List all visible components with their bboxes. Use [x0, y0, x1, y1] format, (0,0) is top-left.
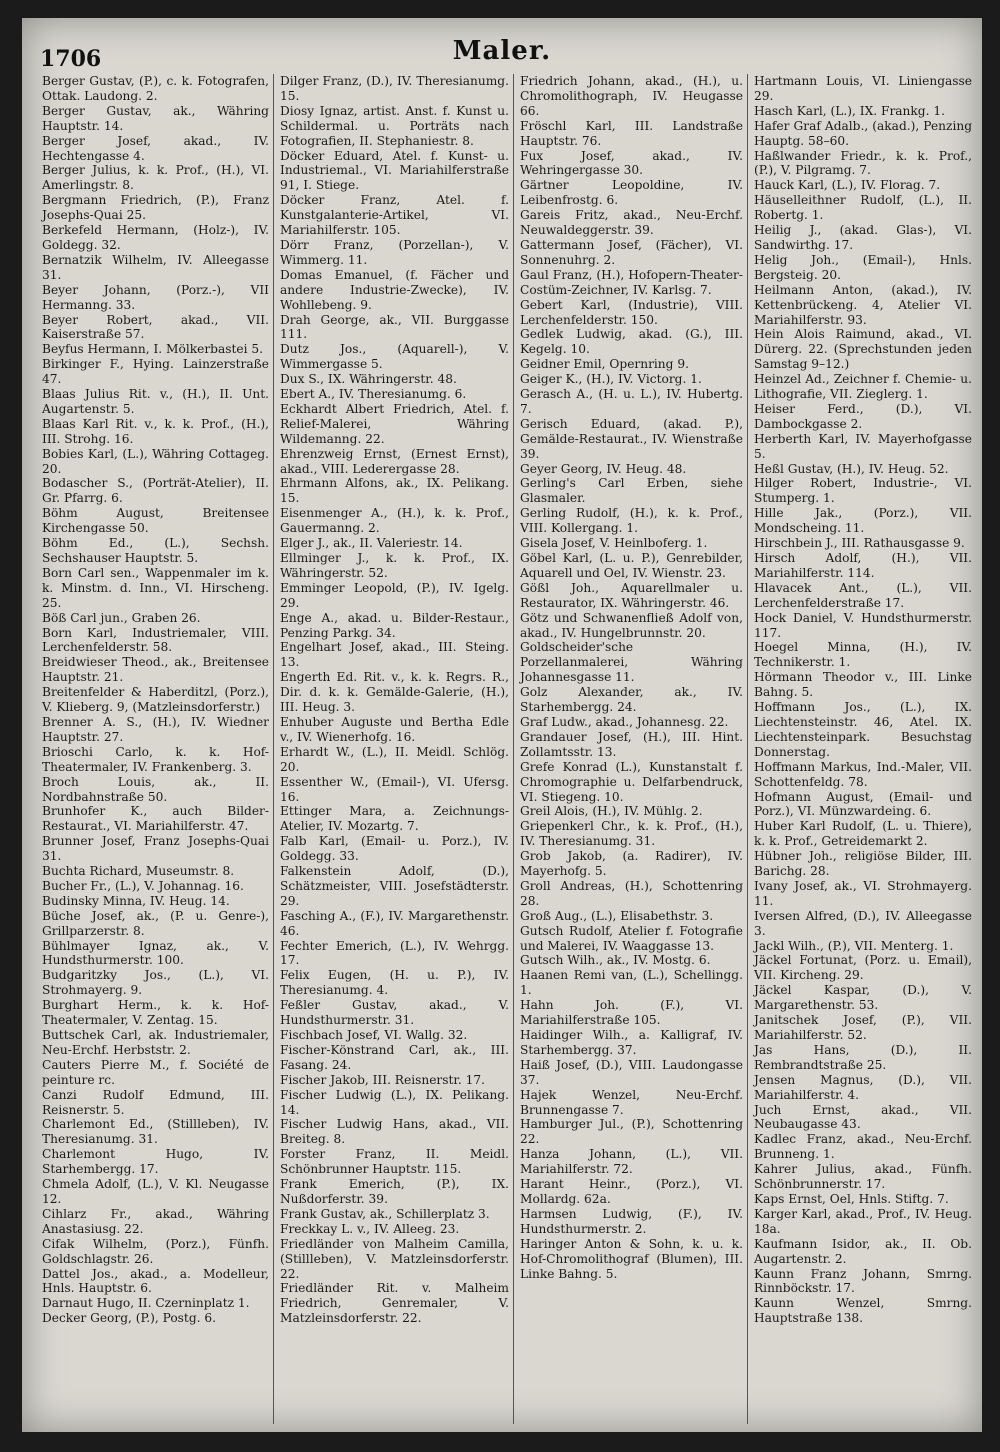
directory-entry: Bucher Fr., (L.), V. Johannag. 16.	[42, 878, 244, 893]
directory-entry: Gattermann Josef, (Fächer), VI. Sonnenuhrg. 2.	[520, 237, 743, 267]
directory-entry: Hoegel Minna, (H.), IV. Technikerstr. 1.	[754, 640, 972, 670]
directory-entry: Charlemont Ed., (Stillleben), IV. Theresianumg. 31.	[42, 1117, 269, 1147]
directory-entry: Grandauer Josef, (H.), III. Hint. Zollamtsstr. 13.	[520, 729, 743, 759]
directory-entry: Essenther W., (Email-), VI. Ufersg. 16.	[280, 774, 509, 804]
directory-entry: Ehrenzweig Ernst, (Ernest Ernst), akad., VIII. Lederergasse 28.	[280, 446, 509, 476]
directory-entry: Kaunn Wenzel, Smrng. Hauptstraße 138.	[754, 1296, 972, 1326]
directory-page	[22, 18, 982, 1432]
directory-entry: Heilig J., (akad. Glas-), VI. Sandwirthg. 17.	[754, 223, 972, 252]
directory-entry: Friedländer von Malheim Camilla, (Stillleben), V. Matzleinsdorferstr. 22.	[280, 1236, 509, 1281]
directory-entry: Hauck Karl, (L.), IV. Florag. 7.	[754, 178, 941, 193]
directory-entry: Bobies Karl, (L.), Währing Cottageg. 20.	[42, 446, 269, 476]
directory-entry: Goldscheider'sche Porzellanmalerei, Währing Johannesgasse 11.	[520, 640, 743, 685]
directory-entry: Dilger Franz, (D.), IV. Theresianumg. 15.	[280, 74, 509, 103]
directory-entry: Gedlek Ludwig, akad. (G.), III. Kegelg. 10.	[520, 327, 743, 357]
directory-entry: Engerth Ed. Rit. v., k. k. Regrs. R., Dir. d. k. k. Gemälde-Galerie, (H.), III. Heug. 3.	[280, 670, 509, 715]
directory-entry: Kahrer Julius, akad., Fünfh. Schönbrunnerstr. 17.	[754, 1162, 972, 1192]
directory-entry: Döcker Franz, Atel. f. Kunstgalanterie-Artikel, VI. Mariahilferstr. 105.	[280, 193, 509, 238]
directory-entry: Canzi Rudolf Edmund, III. Reisnerstr. 5.	[42, 1087, 269, 1117]
directory-entry: Heinzel Ad., Zeichner f. Chemie- u. Lithografie, VII. Zieglerg. 1.	[754, 372, 972, 402]
directory-entry: Enhuber Auguste und Bertha Edle v., IV. Wienerhofg. 16.	[280, 714, 509, 744]
directory-entry: Ebert A., IV. Theresianumg. 6.	[280, 387, 467, 402]
directory-entry: Hahn Joh. (F.), VI. Mariahilferstraße 105.	[520, 998, 743, 1028]
directory-entry: Gareis Fritz, akad., Neu-Erchf. Neuwaldeggerstr. 39.	[520, 208, 743, 238]
directory-entry: Gerisch Eduard, (akad. P.), Gemälde-Restaurat., IV. Wienstraße 39.	[520, 416, 743, 461]
directory-entry: Haidinger Wilh., a. Kalligraf, IV. Starhembergg. 37.	[520, 1028, 743, 1057]
directory-entry: Gutsch Rudolf, Atelier f. Fotografie und Malerei, IV. Waaggasse 13.	[520, 923, 743, 953]
directory-entry: Beyfus Hermann, I. Mölkerbastei 5.	[42, 342, 264, 357]
directory-entry: Hlavacek Ant., (L.), VII. Lerchenfelderstraße 17.	[754, 580, 972, 610]
directory-entry: Hein Alois Raimund, akad., VI. Dürerg. 22. (Sprechstunden jeden Samstag 9–12.)	[754, 327, 972, 372]
directory-entry: Buttschek Carl, ak. Industriemaler, Neu-Erchf. Herbststr. 2.	[42, 1028, 269, 1057]
directory-entry: Graf Ludw., akad., Johannesg. 22.	[520, 714, 729, 729]
directory-entry: Grob Jakob, (a. Radirer), IV. Mayerhofg. 5.	[520, 849, 743, 879]
directory-columns	[36, 74, 976, 1424]
directory-entry: Hilger Robert, Industrie-, VI. Stumperg. 1.	[754, 476, 972, 506]
directory-entry: Hoffmann Markus, Ind.-Maler, VII. Schottenfeldg. 78.	[754, 759, 972, 789]
directory-entry: Gutsch Wilh., ak., IV. Mostg. 6.	[520, 953, 711, 968]
directory-entry: Dutz Jos., (Aquarell-), V. Wimmergasse 5.	[280, 342, 509, 372]
directory-entry: Hofmann August, (Email- und Porz.), VI. Münzwardeing. 6.	[754, 789, 972, 819]
directory-entry: Heiser Ferd., (D.), VI. Dambockgasse 2.	[754, 401, 972, 431]
page-header	[22, 18, 982, 70]
directory-entry: Griepenkerl Chr., k. k. Prof., (H.), IV. Theresianumg. 31.	[520, 819, 743, 849]
directory-entry: Böß Carl jun., Graben 26.	[42, 610, 201, 625]
directory-entry: Emminger Leopold, (P.), IV. Igelg. 29.	[280, 580, 509, 610]
directory-entry: Hafer Graf Adalb., (akad.), Penzing Hauptg. 58–60.	[754, 118, 972, 148]
directory-entry: Jackl Wilh., (P.), VII. Menterg. 1.	[754, 938, 954, 953]
directory-entry: Cihlarz Fr., akad., Währing Anastasiusg. 22.	[42, 1206, 269, 1236]
directory-entry: Bernatzik Wilhelm, IV. Alleegasse 31.	[42, 252, 269, 282]
directory-entry: Eisenmenger A., (H.), k. k. Prof., Gauermanng. 2.	[280, 506, 509, 536]
directory-entry: Haanen Remi van, (L.), Schellingg. 1.	[520, 968, 743, 998]
directory-entry: Brunner Josef, Franz Josephs-Quai 31.	[42, 834, 269, 864]
directory-entry: Jas Hans, (D.), II. Rembrandtstraße 25.	[754, 1042, 972, 1072]
directory-entry: Haiß Josef, (D.), VIII. Laudongasse 37.	[520, 1057, 743, 1087]
directory-entry: Diosy Ignaz, artist. Anst. f. Kunst u. Schildermal. u. Porträts nach Fotografien, II. Stephaniestr. 8.	[280, 103, 509, 148]
directory-entry: Huber Karl Rudolf, (L. u. Thiere), k. k. Prof., Getreidemarkt 2.	[754, 819, 972, 849]
directory-entry: Burghart Herm., k. k. Hof-Theatermaler, V. Zentag. 15.	[42, 998, 269, 1028]
directory-entry: Groß Aug., (L.), Elisabethstr. 3.	[520, 908, 714, 923]
directory-entry: Heilmann Anton, (akad.), IV. Kettenbrückeng. 4, Atelier VI. Mariahilferstr. 93.	[754, 282, 972, 327]
directory-entry: Forster Franz, II. Meidl. Schönbrunner Hauptstr. 115.	[280, 1147, 509, 1177]
directory-entry: Berger Josef, akad., IV. Hechtengasse 4.	[42, 133, 269, 163]
directory-entry: Hirschbein J., III. Rathausgasse 9.	[754, 536, 965, 551]
directory-entry: Gebert Karl, (Industrie), VIII. Lerchenfelderstr. 150.	[520, 297, 743, 327]
directory-entry: Bühlmayer Ignaz, ak., V. Hundsthurmerstr. 100.	[42, 938, 269, 968]
directory-entry: Chmela Adolf, (L.), V. Kl. Neugasse 12.	[42, 1177, 269, 1206]
directory-entry: Herberth Karl, IV. Mayerhofgasse 5.	[754, 431, 972, 461]
directory-entry: Falb Karl, (Email- u. Porz.), IV. Goldegg. 33.	[280, 834, 509, 864]
directory-entry: Decker Georg, (P.), Postg. 6.	[42, 1311, 217, 1326]
directory-entry: Cauters Pierre M., f. Société de peinture rc.	[42, 1057, 269, 1087]
directory-entry: Böhm Ed., (L.), Sechsh. Sechshauser Hauptstr. 5.	[42, 536, 269, 565]
directory-entry: Kaunn Franz Johann, Smrng. Rinnböckstr. 17.	[754, 1266, 972, 1296]
directory-entry: Jäckel Fortunat, (Porz. u. Email), VII. Kircheng. 29.	[754, 953, 972, 983]
directory-entry: Helig Joh., (Email-), Hnls. Bergsteig. 20.	[754, 252, 972, 282]
directory-entry: Feßler Gustav, akad., V. Hundsthurmerstr. 31.	[280, 998, 509, 1028]
directory-entry: Hille Jak., (Porz.), VII. Mondscheing. 11.	[754, 506, 972, 536]
directory-entry: Drah George, ak., VII. Burggasse 111.	[280, 312, 509, 342]
directory-entry: Fischer Ludwig Hans, akad., VII. Breiteg. 8.	[280, 1117, 509, 1147]
directory-entry: Fischer Jakob, III. Reisnerstr. 17.	[280, 1072, 486, 1087]
directory-entry: Charlemont Hugo, IV. Starhembergg. 17.	[42, 1147, 269, 1177]
directory-entry: Broch Louis, ak., II. Nordbahnstraße 50.	[42, 774, 269, 804]
directory-entry: Bodascher S., (Porträt-Atelier), II. Gr. Pfarrg. 6.	[42, 476, 269, 506]
directory-entry: Birkinger F., Hying. Lainzerstraße 47.	[42, 357, 269, 387]
directory-entry: Fischer Ludwig (L.), IX. Pelikang. 14.	[280, 1087, 509, 1117]
directory-entry: Hörmann Theodor v., III. Linke Bahng. 5.	[754, 670, 972, 700]
directory-entry: Karger Karl, akad., Prof., IV. Heug. 18a.	[754, 1206, 972, 1236]
directory-entry: Harmsen Ludwig, (F.), IV. Hundsthurmerstr. 2.	[520, 1206, 743, 1236]
directory-entry: Döcker Eduard, Atel. f. Kunst- u. Industriemal., VI. Mariahilferstraße 91, I. Stiege.	[280, 148, 509, 193]
directory-entry: Bergmann Friedrich, (P.), Franz Josephs-Quai 25.	[42, 193, 269, 223]
directory-entry: Breidwieser Theod., ak., Breitensee Hauptstr. 21.	[42, 655, 269, 685]
directory-entry: Häuselleithner Rudolf, (L.), II. Robertg. 1.	[754, 193, 972, 223]
directory-entry: Haringer Anton & Sohn, k. u. k. Hof-Chromolithograf (Blumen), III. Linke Bahng. 5.	[520, 1236, 743, 1281]
directory-entry: Fröschl Karl, III. Landstraße Hauptstr. 76.	[520, 118, 743, 148]
directory-entry: Dattel Jos., akad., a. Modelleur, Hnls. Hauptstr. 6.	[42, 1266, 269, 1296]
directory-entry: Fischbach Josef, VI. Wallg. 32.	[280, 1028, 468, 1042]
directory-entry: Fechter Emerich, (L.), IV. Wehrgg. 17.	[280, 938, 509, 968]
directory-entry: Fischer-Könstrand Carl, ak., III. Fasang. 24.	[280, 1042, 509, 1072]
directory-entry: Beyer Johann, (Porz.-), VII Hermanng. 33.	[42, 282, 269, 312]
directory-entry: Hoffmann Jos., (L.), IX. Liechtensteinstr. 46, Atel. IX. Liechtensteinpark. Besuchstag Donnerstag.	[754, 700, 972, 759]
directory-entry: Juch Ernst, akad., VII. Neubaugasse 43.	[754, 1102, 972, 1132]
directory-entry: Engelhart Josef, akad., III. Steing. 13.	[280, 640, 509, 670]
directory-entry: Hartmann Louis, VI. Liniengasse 29.	[754, 74, 972, 103]
directory-entry: Ellminger J., k. k. Prof., IX. Währingerstr. 52.	[280, 551, 509, 580]
directory-entry: Heßl Gustav, (H.), IV. Heug. 52.	[754, 461, 949, 476]
directory-entry: Götz und Schwanenfließ Adolf von, akad., IV. Hungelbrunnstr. 20.	[520, 610, 743, 640]
directory-entry: Friedländer Rit. v. Malheim Friedrich, Genremaler, V. Matzleinsdorferstr. 22.	[280, 1281, 509, 1326]
directory-entry: Golz Alexander, ak., IV. Starhembergg. 24.	[520, 685, 743, 715]
directory-entry: Brenner A. S., (H.), IV. Wiedner Hauptstr. 27.	[42, 714, 269, 744]
directory-entry: Freckkay L. v., IV. Alleeg. 23.	[280, 1221, 460, 1236]
directory-entry: Dörr Franz, (Porzellan-), V. Wimmerg. 11.	[280, 237, 509, 267]
directory-entry: Frank Gustav, ak., Schillerplatz 3.	[280, 1206, 490, 1221]
column-1	[36, 74, 274, 1424]
directory-entry: Budinsky Minna, IV. Heug. 14.	[42, 893, 230, 908]
directory-entry: Berger Julius, k. k. Prof., (H.), VI. Amerlingstr. 8.	[42, 163, 269, 193]
directory-entry: Born Karl, Industriemaler, VIII. Lerchenfelderstr. 58.	[42, 625, 269, 655]
directory-entry: Fux Josef, akad., IV. Wehringergasse 30.	[520, 148, 743, 178]
directory-entry: Frank Emerich, (P.), IX. Nußdorferstr. 39.	[280, 1177, 509, 1206]
directory-entry: Jensen Magnus, (D.), VII. Mariahilferstr. 4.	[754, 1072, 972, 1102]
directory-entry: Kaufmann Isidor, ak., II. Ob. Augartenstr. 2.	[754, 1236, 972, 1266]
directory-entry: Büche Josef, ak., (P. u. Genre-), Grillparzerstr. 8.	[42, 908, 269, 938]
directory-entry: Gerasch A., (H. u. L.), IV. Hubertg. 7.	[520, 387, 743, 416]
directory-entry: Brioschi Carlo, k. k. Hof-Theatermaler, IV. Frankenberg. 3.	[42, 744, 269, 774]
directory-entry: Buchta Richard, Museumstr. 8.	[42, 864, 235, 879]
directory-entry: Jäckel Kaspar, (D.), V. Margarethenstr. 53.	[754, 983, 972, 1013]
directory-entry: Gerling's Carl Erben, siehe Glasmaler.	[520, 476, 743, 506]
directory-entry: Haßlwander Friedr., k. k. Prof., (P.), V. Pilgramg. 7.	[754, 148, 972, 178]
directory-entry: Berger Gustav, (P.), c. k. Fotografen, Ottak. Laudong. 2.	[42, 74, 269, 103]
directory-entry: Beyer Robert, akad., VII. Kaiserstraße 57.	[42, 312, 269, 342]
directory-entry: Budgaritzky Jos., (L.), VI. Strohmayerg. 9.	[42, 968, 269, 998]
directory-entry: Gerling Rudolf, (H.), k. k. Prof., VIII. Kollergang. 1.	[520, 506, 743, 536]
directory-entry: Hirsch Adolf, (H.), VII. Mariahilferstr. 114.	[754, 551, 972, 580]
directory-entry: Harant Heinr., (Porz.), VI. Mollardg. 62a.	[520, 1177, 743, 1206]
directory-entry: Berkefeld Hermann, (Holz-), IV. Goldegg. 32.	[42, 223, 269, 252]
directory-entry: Ivany Josef, ak., VI. Strohmayerg. 11.	[754, 878, 972, 908]
directory-entry: Hasch Karl, (L.), IX. Frankg. 1.	[754, 103, 945, 118]
directory-entry: Gaul Franz, (H.), Hofopern-Theater-Costüm-Zeichner, IV. Karlsg. 7.	[520, 267, 743, 297]
directory-entry: Böhm August, Breitensee Kirchengasse 50.	[42, 506, 269, 536]
column-2	[274, 74, 514, 1424]
directory-entry: Hübner Joh., religiöse Bilder, III. Barichg. 28.	[754, 849, 972, 879]
directory-entry: Ehrmann Alfons, ak., IX. Pelikang. 15.	[280, 476, 509, 506]
directory-entry: Domas Emanuel, (f. Fächer und andere Industrie-Zwecke), IV. Wohllebeng. 9.	[280, 267, 509, 312]
directory-entry: Breitenfelder & Haberditzl, (Porz.), V. Klieberg. 9, (Matzleinsdorferstr.)	[42, 685, 269, 715]
directory-entry: Cifak Wilhelm, (Porz.), Fünfh. Goldschlagstr. 26.	[42, 1236, 269, 1266]
column-3	[514, 74, 748, 1424]
directory-entry: Groll Andreas, (H.), Schottenring 28.	[520, 878, 743, 908]
directory-entry: Friedrich Johann, akad., (H.), u. Chromolithograph, IV. Heugasse 66.	[520, 74, 743, 118]
column-4	[748, 74, 976, 1424]
directory-entry: Kadlec Franz, akad., Neu-Erchf. Brunneng. 1.	[754, 1132, 972, 1162]
directory-entry: Eckhardt Albert Friedrich, Atel. f. Relief-Malerei, Währing Wildemanng. 22.	[280, 401, 509, 446]
directory-entry: Hanza Johann, (L.), VII. Mariahilferstr. 72.	[520, 1147, 743, 1177]
directory-entry: Hajek Wenzel, Neu-Erchf. Brunnengasse 7.	[520, 1087, 743, 1117]
page-title: Maler.	[452, 36, 552, 66]
directory-entry: Geyer Georg, IV. Heug. 48.	[520, 461, 687, 476]
page-number: 1706	[40, 46, 102, 72]
directory-entry: Geidner Emil, Opernring 9.	[520, 357, 689, 372]
directory-entry: Felix Eugen, (H. u. P.), IV. Theresianumg. 4.	[280, 968, 509, 998]
directory-entry: Born Carl sen., Wappenmaler im k. k. Minstm. d. Inn., VI. Hirscheng. 25.	[42, 565, 269, 610]
directory-entry: Gisela Josef, V. Heinlboferg. 1.	[520, 536, 708, 551]
directory-entry: Hock Daniel, V. Hundsthurmerstr. 117.	[754, 610, 972, 640]
directory-entry: Enge A., akad. u. Bilder-Restaur., Penzing Parkg. 34.	[280, 610, 509, 640]
directory-entry: Darnaut Hugo, II. Czerninplatz 1.	[42, 1296, 250, 1311]
directory-entry: Göbel Karl, (L. u. P.), Genrebilder, Aquarell und Oel, IV. Wienstr. 23.	[520, 551, 743, 580]
directory-entry: Greil Alois, (H.), IV. Mühlg. 2.	[520, 804, 703, 819]
directory-entry: Dux S., IX. Währingerstr. 48.	[280, 372, 457, 387]
directory-entry: Gärtner Leopoldine, IV. Leibenfrostg. 6.	[520, 178, 743, 208]
directory-entry: Falkenstein Adolf, (D.), Schätzmeister, VIII. Josefstädterstr. 29.	[280, 864, 509, 908]
directory-entry: Iversen Alfred, (D.), IV. Alleegasse 3.	[754, 908, 972, 938]
directory-entry: Grefe Konrad (L.), Kunstanstalt f. Chromographie u. Delfarbendruck, VI. Stiegeng. 10.	[520, 759, 743, 804]
directory-entry: Janitschek Josef, (P.), VII. Mariahilferstr. 52.	[754, 1013, 972, 1042]
directory-entry: Brunhofer K., auch Bilder-Restaurat., VI. Mariahilferstr. 47.	[42, 804, 269, 834]
directory-entry: Fasching A., (F.), IV. Margarethenstr. 46.	[280, 908, 509, 938]
directory-entry: Erhardt W., (L.), II. Meidl. Schlög. 20.	[280, 744, 509, 774]
directory-entry: Blaas Julius Rit. v., (H.), II. Unt. Augartenstr. 5.	[42, 387, 269, 416]
directory-entry: Hamburger Jul., (P.), Schottenring 22.	[520, 1117, 743, 1147]
directory-entry: Geiger K., (H.), IV. Victorg. 1.	[520, 372, 702, 387]
directory-entry: Berger Gustav, ak., Währing Hauptstr. 14.	[42, 103, 269, 133]
directory-entry: Elger J., ak., II. Valeriestr. 14.	[280, 536, 463, 551]
directory-entry: Kaps Ernst, Oel, Hnls. Stiftg. 7.	[754, 1191, 949, 1206]
directory-entry: Gößl Joh., Aquarellmaler u. Restaurator, IX. Währingerstr. 46.	[520, 580, 743, 610]
directory-entry: Blaas Karl Rit. v., k. k. Prof., (H.), III. Strohg. 16.	[42, 416, 269, 446]
directory-entry: Ettinger Mara, a. Zeichnungs-Atelier, IV. Mozartg. 7.	[280, 804, 509, 834]
